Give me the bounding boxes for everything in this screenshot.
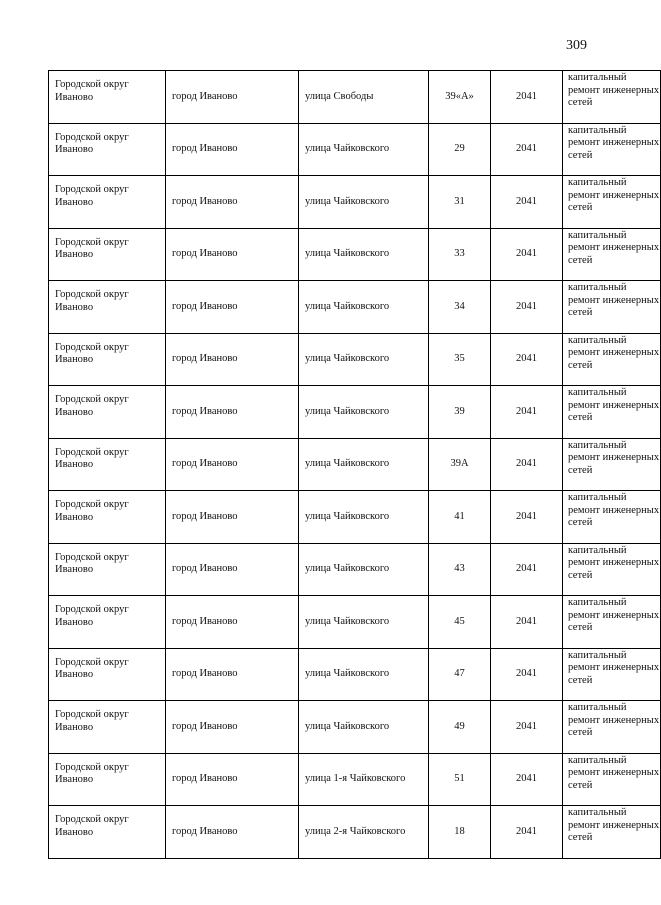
house-number-cell: 33 — [429, 228, 491, 281]
year-cell: 2041 — [491, 123, 563, 176]
table-row — [49, 176, 661, 229]
street-cell: улица Чайковского — [299, 491, 429, 544]
street-cell: улица 1-я Чайковского — [299, 753, 429, 806]
table-row — [49, 281, 661, 334]
table-row — [49, 648, 661, 701]
okrug-cell-text: Городской округ Иваново — [55, 131, 129, 156]
okrug-cell-text: Городской округ Иваново — [55, 184, 129, 208]
city-cell: город Иваново — [166, 543, 299, 596]
okrug-cell-text: Городской округ Иваново — [55, 814, 129, 838]
work-type-cell: капитальный ремонт инженерных сетей — [563, 71, 661, 124]
house-number-cell: 41 — [429, 491, 491, 544]
city-cell: город Иваново — [166, 596, 299, 649]
okrug-cell — [49, 491, 166, 544]
year-cell: 2041 — [491, 543, 563, 596]
house-number-cell: 34 — [429, 281, 491, 334]
city-cell: город Иваново — [166, 71, 299, 124]
work-type-cell: капитальный ремонт инженерных сетей — [563, 176, 661, 229]
okrug-cell-text: Городской округ Иваново — [55, 236, 129, 261]
work-type-cell: капитальный ремонт инженерных сетей — [563, 123, 661, 176]
okrug-cell-text: Городской округ Иваново — [55, 551, 129, 576]
house-number-cell: 29 — [429, 123, 491, 176]
city-cell: город Иваново — [166, 806, 299, 859]
okrug-cell — [49, 438, 166, 491]
city-cell: город Иваново — [166, 176, 299, 229]
okrug-cell — [49, 806, 166, 859]
house-number-cell: 43 — [429, 543, 491, 596]
table-row — [49, 71, 661, 124]
year-cell: 2041 — [491, 753, 563, 806]
okrug-cell — [49, 386, 166, 439]
house-number-cell: 51 — [429, 753, 491, 806]
year-cell: 2041 — [491, 176, 563, 229]
okrug-cell-text: Городской округ Иваново — [55, 341, 129, 366]
table-row — [49, 123, 661, 176]
year-cell: 2041 — [491, 386, 563, 439]
table-row — [49, 228, 661, 281]
work-type-cell: капитальный ремонт инженерных сетей — [563, 596, 661, 649]
street-cell: улица Чайковского — [299, 386, 429, 439]
table-row — [49, 806, 661, 859]
okrug-cell-text: Городской округ Иваново — [55, 446, 129, 471]
house-number-cell: 45 — [429, 596, 491, 649]
year-cell: 2041 — [491, 281, 563, 334]
okrug-cell — [49, 123, 166, 176]
work-type-cell: капитальный ремонт инженерных сетей — [563, 386, 661, 439]
okrug-cell — [49, 648, 166, 701]
street-cell: улица Чайковского — [299, 228, 429, 281]
okrug-cell-text: Городской округ Иваново — [55, 604, 129, 628]
work-type-cell: капитальный ремонт инженерных сетей — [563, 281, 661, 334]
house-number-cell: 39«А» — [429, 71, 491, 124]
year-cell: 2041 — [491, 71, 563, 124]
work-type-cell: капитальный ремонт инженерных сетей — [563, 701, 661, 754]
work-type-cell: капитальный ремонт инженерных сетей — [563, 648, 661, 701]
house-number-cell: 49 — [429, 701, 491, 754]
table-row — [49, 438, 661, 491]
street-cell: улица Чайковского — [299, 701, 429, 754]
year-cell: 2041 — [491, 701, 563, 754]
house-number-cell: 39 — [429, 386, 491, 439]
street-cell: улица Чайковского — [299, 176, 429, 229]
work-type-cell: капитальный ремонт инженерных сетей — [563, 491, 661, 544]
city-cell: город Иваново — [166, 491, 299, 544]
okrug-cell-text: Городской округ Иваново — [55, 499, 129, 523]
city-cell: город Иваново — [166, 648, 299, 701]
street-cell: улица 2-я Чайковского — [299, 806, 429, 859]
registry-table — [48, 70, 661, 859]
okrug-cell — [49, 176, 166, 229]
house-number-cell: 31 — [429, 176, 491, 229]
street-cell: улица Чайковского — [299, 333, 429, 386]
okrug-cell — [49, 701, 166, 754]
street-cell: улица Чайковского — [299, 281, 429, 334]
table-row — [49, 333, 661, 386]
table-row — [49, 491, 661, 544]
street-cell: улица Чайковского — [299, 543, 429, 596]
house-number-cell: 39А — [429, 438, 491, 491]
city-cell: город Иваново — [166, 228, 299, 281]
street-cell: улица Свободы — [299, 71, 429, 124]
page-number: 309 — [566, 38, 587, 53]
city-cell: город Иваново — [166, 386, 299, 439]
okrug-cell-text: Городской округ Иваново — [55, 709, 129, 733]
okrug-cell-text: Городской округ Иваново — [55, 761, 129, 786]
street-cell: улица Чайковского — [299, 648, 429, 701]
year-cell: 2041 — [491, 228, 563, 281]
okrug-cell-text: Городской округ Иваново — [55, 289, 129, 313]
year-cell: 2041 — [491, 806, 563, 859]
okrug-cell — [49, 281, 166, 334]
year-cell: 2041 — [491, 648, 563, 701]
house-number-cell: 47 — [429, 648, 491, 701]
year-cell: 2041 — [491, 438, 563, 491]
year-cell: 2041 — [491, 333, 563, 386]
okrug-cell — [49, 753, 166, 806]
table-row — [49, 386, 661, 439]
work-type-cell: капитальный ремонт инженерных сетей — [563, 438, 661, 491]
okrug-cell — [49, 333, 166, 386]
table-row — [49, 701, 661, 754]
city-cell: город Иваново — [166, 281, 299, 334]
city-cell: город Иваново — [166, 438, 299, 491]
year-cell: 2041 — [491, 596, 563, 649]
table-row — [49, 753, 661, 806]
street-cell: улица Чайковского — [299, 596, 429, 649]
street-cell: улица Чайковского — [299, 123, 429, 176]
house-number-cell: 35 — [429, 333, 491, 386]
table-body — [49, 71, 661, 859]
work-type-cell: капитальный ремонт инженерных сетей — [563, 228, 661, 281]
work-type-cell: капитальный ремонт инженерных сетей — [563, 543, 661, 596]
city-cell: город Иваново — [166, 333, 299, 386]
okrug-cell — [49, 71, 166, 124]
okrug-cell-text: Городской округ Иваново — [55, 394, 129, 418]
city-cell: город Иваново — [166, 701, 299, 754]
work-type-cell: капитальный ремонт инженерных сетей — [563, 806, 661, 859]
okrug-cell — [49, 596, 166, 649]
okrug-cell — [49, 543, 166, 596]
city-cell: город Иваново — [166, 753, 299, 806]
table-row — [49, 596, 661, 649]
work-type-cell: капитальный ремонт инженерных сетей — [563, 753, 661, 806]
okrug-cell-text: Городской округ Иваново — [55, 656, 129, 681]
work-type-cell: капитальный ремонт инженерных сетей — [563, 333, 661, 386]
street-cell: улица Чайковского — [299, 438, 429, 491]
okrug-cell-text: Городской округ Иваново — [55, 79, 129, 103]
okrug-cell — [49, 228, 166, 281]
year-cell: 2041 — [491, 491, 563, 544]
house-number-cell: 18 — [429, 806, 491, 859]
city-cell: город Иваново — [166, 123, 299, 176]
table-row — [49, 543, 661, 596]
